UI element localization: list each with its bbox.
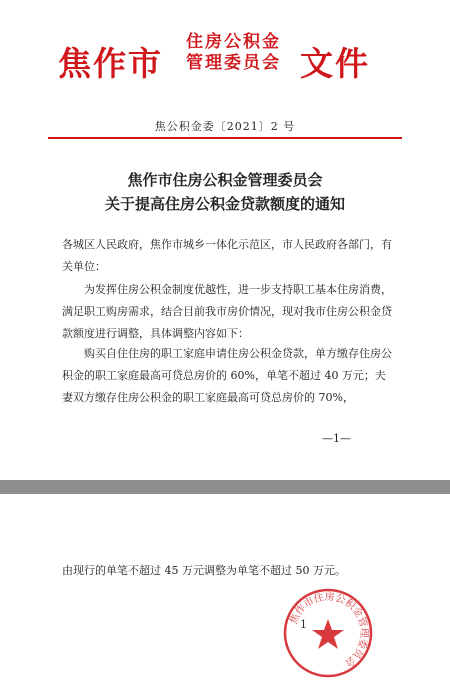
official-seal-icon bbox=[282, 587, 374, 679]
title-line-2: 关于提高住房公积金贷款额度的通知 bbox=[104, 195, 345, 213]
title-line-1: 焦作市住房公积金管理委员会 bbox=[127, 171, 323, 189]
header-org-line1: 住房公积金 bbox=[186, 32, 281, 52]
header-org-stack bbox=[186, 32, 281, 74]
paragraph-2: 购买自住住房的职工家庭申请住房公积金贷款，单方缴存住房公积金的职工家庭最高可贷总房价的 60%，单笔不超过 40 万元；夫妻双方缴存住房公积金的职工家庭最高可贷总房价的 70%， bbox=[62, 347, 392, 404]
paragraph-continuation: 由现行的单笔不超过 45 万元调整为单笔不超过 50 万元。 bbox=[62, 564, 346, 577]
document-number: 焦公积金委〔2021〕2 号 bbox=[154, 120, 296, 133]
paragraph-1: 为发挥住房公积金制度优越性，进一步支持职工基本住房消费，满足职工购房需求，结合目前我市房价情况，现对我市住房公积金贷款额度进行调整，具体调整内容如下： bbox=[62, 283, 392, 340]
notice-title bbox=[0, 168, 450, 216]
issue-date-partial: 1 bbox=[300, 618, 307, 631]
header-doc-type: 文件 bbox=[300, 44, 370, 83]
document-page-2 bbox=[0, 494, 450, 700]
page-separator bbox=[0, 480, 450, 494]
addressee: 各城区人民政府，焦作市城乡一体化示范区，市人民政府各部门，有关单位： bbox=[62, 238, 392, 273]
header-org-line2: 管理委员会 bbox=[186, 53, 281, 73]
red-divider bbox=[48, 137, 402, 139]
seal-text: 焦作市住房公积金管理委员会 bbox=[288, 591, 370, 669]
header-org-main: 焦作市 bbox=[58, 44, 163, 83]
page-number: —1— bbox=[322, 432, 351, 445]
red-header bbox=[0, 28, 450, 84]
